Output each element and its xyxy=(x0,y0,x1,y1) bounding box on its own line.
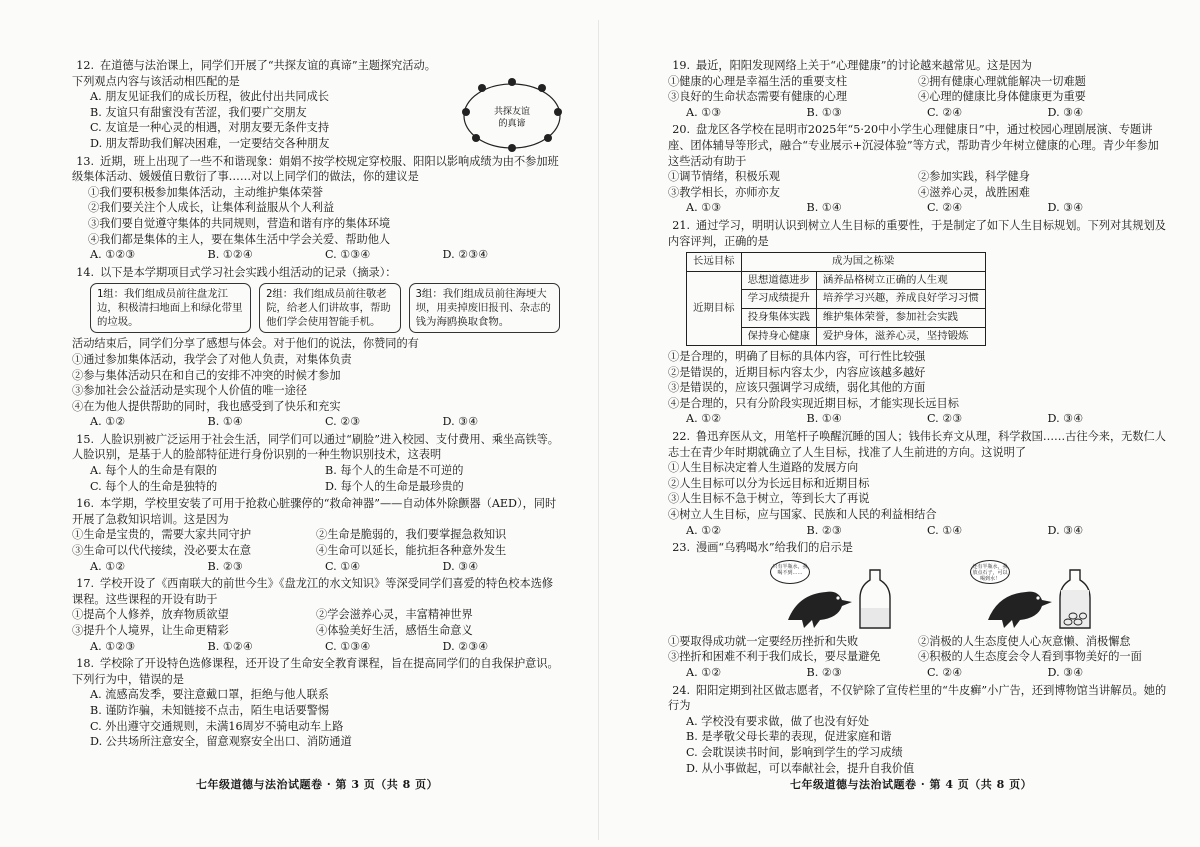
statements-row xyxy=(668,634,1168,650)
statement: ④生命可以延长，能抗拒各种意外发生 xyxy=(316,544,507,558)
question-21 xyxy=(668,218,1168,427)
option-b: B. ②③ xyxy=(207,559,243,573)
goal-detail: 培养学习兴趣，养成良好学习习惯 xyxy=(816,290,985,309)
question-number: 13. xyxy=(76,154,94,168)
option-a: A. 朋友见证我们的成长历程，彼此付出共同成长 xyxy=(90,90,329,104)
options-row xyxy=(72,247,560,263)
options-row xyxy=(72,414,560,430)
option-c: C. ②④ xyxy=(927,105,963,119)
statements-row xyxy=(668,185,1168,201)
option-c: C. 会耽误读书时间，影响到学生的学习成绩 xyxy=(686,745,903,759)
statement: ②人生目标可以分为长远目标和近期目标 xyxy=(668,476,870,490)
option-a: A. 流感高发季，要注意戴口罩，拒绝与他人联系 xyxy=(90,688,329,702)
cartoon-panel-1 xyxy=(768,560,908,632)
option-a: A. ①②③ xyxy=(90,639,136,653)
question-13 xyxy=(72,154,560,263)
option-b: B. ①④ xyxy=(207,415,243,429)
question-stem: 阳阳定期到社区做志愿者，不仅铲除了宣传栏里的“牛皮癣”小广告，还到博物馆当讲解员。她的行为 xyxy=(668,683,1167,713)
speech-bubble: 只有半瓶水，我喝不到…… xyxy=(770,560,810,584)
option-d: D. ②③④ xyxy=(442,248,489,262)
question-20 xyxy=(668,122,1168,216)
option-a: A. 学校没有要求做，做了也没有好处 xyxy=(686,714,870,728)
options-row xyxy=(72,463,560,479)
option-a: A. ①③ xyxy=(686,201,722,215)
option-c: C. 友谊是一种心灵的相遇，对朋友要无条件支持 xyxy=(90,121,330,135)
goal-detail: 涵养品格树立正确的人生观 xyxy=(816,271,985,290)
option-d: D. ③④ xyxy=(1047,412,1084,426)
option-c: C. ②④ xyxy=(927,666,963,679)
option-c: C. ②③ xyxy=(325,415,361,429)
option-d: D. 朋友帮助我们解决困难，一定要结交各种朋友 xyxy=(90,136,330,150)
question-24 xyxy=(668,683,1168,777)
long-term-goal: 成为国之栋梁 xyxy=(741,253,985,272)
options-row xyxy=(668,200,1168,216)
statement: ③生命可以代代接续，没必要太在意 xyxy=(72,544,252,558)
statement: ①要取得成功就一定要经历挫折和失败 xyxy=(668,634,859,648)
option-d: D. 从小事做起，可以奉献社会，提升自我价值 xyxy=(686,761,915,775)
option-c: C. 每个人的生命是独特的 xyxy=(90,479,218,493)
statement: ①通过参加集体活动，我学会了对他人负责，对集体负责 xyxy=(72,352,352,366)
question-number: 16. xyxy=(76,497,94,511)
statement: ②是错误的，近期目标内容太少，内容应该越多越好 xyxy=(668,365,926,379)
goal-category: 学习成绩提升 xyxy=(741,290,816,309)
statement: ④心理的健康比身体健康更为重要 xyxy=(918,90,1086,104)
goal-category: 保持身心健康 xyxy=(741,327,816,346)
statements-row xyxy=(668,74,1168,90)
fold-line xyxy=(598,20,599,840)
goal-category: 思想道德进步 xyxy=(741,271,816,290)
option-c: C. ②③ xyxy=(927,412,963,426)
question-number: 21. xyxy=(672,218,690,232)
option-b: B. ②③ xyxy=(806,666,842,679)
option-d: D. 公共场所注意安全，留意观察安全出口、消防通道 xyxy=(90,735,352,749)
question-16 xyxy=(72,496,560,574)
statement: ③良好的生命状态需要有健康的心理 xyxy=(668,90,848,104)
question-22 xyxy=(668,429,1168,538)
statement: ②生命是脆弱的，我们要掌握急救知识 xyxy=(316,528,507,542)
option-a: A. ①② xyxy=(686,523,722,537)
option-d: D. ③④ xyxy=(1047,523,1084,537)
option-b: B. ①④ xyxy=(806,412,842,426)
option-b: B. 友谊只有甜蜜没有苦涩，我们要广交朋友 xyxy=(90,105,307,119)
question-number: 17. xyxy=(76,577,94,591)
option-d: D. ③④ xyxy=(442,415,479,429)
statement: ①提高个人修养，放弃物质欲望 xyxy=(72,608,229,622)
options-row xyxy=(668,105,1168,121)
statement: ③我们要自觉遵守集体的共同规则，营造和谐有序的集体环境 xyxy=(88,216,391,230)
goal-detail: 维护集体荣誉，参加社会实践 xyxy=(816,308,985,327)
question-number: 14. xyxy=(76,265,94,279)
option-a: A. ①② xyxy=(686,666,722,679)
statement: ④是合理的，只有分阶段实现近期目标，才能实现长远目标 xyxy=(668,396,959,410)
question-14 xyxy=(72,265,560,430)
statement: ④树立人生目标，应与国家、民族和人民的利益相结合 xyxy=(668,508,937,522)
question-number: 12. xyxy=(76,59,94,72)
question-stem: 人脸识别被广泛运用于社会生活，同学们可以通过“刷脸”进入校园、支付费用、乘坐高铁等。人脸识别，是基于人的脸部特征进行身份识别的一种生物识别技术，这表明 xyxy=(72,432,559,462)
option-a: A. ①② xyxy=(686,412,722,426)
statement: ④滋养心灵，战胜困难 xyxy=(918,185,1030,199)
option-a: A. ①② xyxy=(90,559,126,573)
option-b: B. 谨防诈骗，未知链接不点击，陌生电话要警惕 xyxy=(90,703,330,717)
statement: ①调节情绪，积极乐观 xyxy=(668,170,780,184)
option-d: D. ③④ xyxy=(1047,201,1084,215)
group-2-box: 2组：我们组成员前往敬老院，给老人们讲故事，帮助他们学会使用智能手机。 xyxy=(259,283,401,333)
statement: ④积极的人生态度会令人看到事物美好的一面 xyxy=(918,650,1142,664)
option-d: D. ③④ xyxy=(1047,105,1084,119)
statements-row xyxy=(72,623,560,639)
option-a: A. ①②③ xyxy=(90,248,136,262)
option-a: A. 每个人的生命是有限的 xyxy=(90,464,218,478)
option-c: C. ①④ xyxy=(325,559,361,573)
option-c: C. ①④ xyxy=(927,523,963,537)
option-b: B. ②③ xyxy=(806,523,842,537)
goal-detail: 爱护身体，滋养心灵，坚持锻炼 xyxy=(816,327,985,346)
question-18 xyxy=(72,656,560,750)
page-3-footer: 七年级道德与法治试题卷 · 第 3 页（共 8 页） xyxy=(196,778,439,791)
option-c: C. 外出遵守交通规则，未满16周岁不骑电动车上路 xyxy=(90,719,344,733)
option-d: D. ③④ xyxy=(442,559,479,573)
options-row xyxy=(72,559,560,575)
question-number: 20. xyxy=(672,123,690,137)
near-term-label: 近期目标 xyxy=(687,271,742,345)
page-4 xyxy=(668,58,1168,776)
statement: ③是错误的，应该只强调学习成绩，弱化其他的方面 xyxy=(668,381,926,395)
question-number: 24. xyxy=(672,683,690,697)
question-stem: 在道德与法治课上，同学们开展了“共探友谊的真谛”主题探究活动。下列观点内容与该活动相匹配的是 xyxy=(72,59,436,88)
statement: ③人生目标不急于树立，等到长大了再说 xyxy=(668,492,870,506)
illustration-caption: 共探友谊 xyxy=(493,107,531,117)
question-stem: 最近，阳阳发现网络上关于“心理健康”的讨论越来越常见。这是因为 xyxy=(696,59,1032,72)
question-stem: 近期，班上出现了一些不和谐现象：娟娟不按学校规定穿校服、阳阳以影响成绩为由不参加班级集体活动、媛媛值日敷衍了事……对以上同学们的做法，你的建议是 xyxy=(72,154,559,184)
statement: ③挫折和困难不利于我们成长，要尽量避免 xyxy=(668,650,881,664)
option-b: B. 是孝敬父母长辈的表现，促进家庭和谐 xyxy=(686,730,892,744)
question-stem: 学校除了开设特色选修课程，还开设了生命安全教育课程，旨在提高同学们的自我保护意识。下列行为中，错误的是 xyxy=(72,657,559,686)
question-stem: 鲁迅弃医从文，用笔杆子唤醒沉睡的国人；钱伟长弃文从理，科学救国……古往今来，无数仁人志士在青少年时期就确立了人生目标，找准了人生前进的方向。这说明了 xyxy=(668,430,1166,459)
option-c: C. ①③④ xyxy=(325,639,371,653)
statement: ②我们要关注个人成长，让集体利益服从个人利益 xyxy=(88,201,335,215)
statement: ④体验美好生活，感悟生命意义 xyxy=(316,624,473,637)
statements-row xyxy=(668,89,1168,105)
life-goal-plan-table xyxy=(686,252,986,346)
statement: ①健康的心理是幸福生活的重要支柱 xyxy=(668,74,848,88)
statement: ③提升个人境界，让生命更精彩 xyxy=(72,624,229,637)
question-stem: 漫画“乌鸦喝水”给我们的启示是 xyxy=(696,541,853,555)
question-stem: 本学期，学校里安装了可用于抢救心脏骤停的“救命神器”——自动体外除颤器（AED），同时开展了急救知识培训。这是因为 xyxy=(72,497,557,526)
statement: ④在为他人提供帮助的同时，我也感受到了快乐和充实 xyxy=(72,399,341,413)
option-b: B. ①②④ xyxy=(207,248,253,262)
option-d: D. 每个人的生命是最珍贵的 xyxy=(325,479,464,493)
long-term-label: 长远目标 xyxy=(687,253,742,272)
question-number: 19. xyxy=(672,59,690,72)
cartoon-panel-2 xyxy=(968,560,1108,632)
option-b: B. ①②④ xyxy=(207,639,253,653)
statement: ③教学相长，亦师亦友 xyxy=(668,185,780,199)
question-stem: 盘龙区各学校在昆明市2025年“5·20中小学生心理健康日”中，通过校园心理剧展演、专题讲座、团体辅导等形式，融合“专业展示+沉浸体验”等方式，帮助青少年树立健康的心理。青少年参加这些活动有助于 xyxy=(668,123,1159,168)
illustration-caption-2: 的真谛 xyxy=(498,119,526,129)
question-19 xyxy=(668,58,1168,120)
page-3 xyxy=(72,58,560,750)
group-1-box: 1组：我们组成员前往盘龙江边，积极清扫地面上和绿化带里的垃圾。 xyxy=(90,283,251,333)
speech-bubble: 还有半瓶水，我放点石子，可以喝到水！ xyxy=(970,560,1010,584)
statement: ①我们要积极参加集体活动，主动维护集体荣誉 xyxy=(88,185,323,199)
statements-row xyxy=(72,527,560,543)
option-a: A. ①③ xyxy=(686,105,722,119)
statements-row xyxy=(72,543,560,559)
option-d: D. ②③④ xyxy=(442,639,489,653)
statement: ①是合理的，明确了目标的具体内容，可行性比较强 xyxy=(668,350,926,364)
crow-drinking-cartoons xyxy=(768,560,1168,632)
option-b: B. ①④ xyxy=(806,201,842,215)
options-row xyxy=(668,665,1168,681)
question-23 xyxy=(668,540,1168,680)
question-12 xyxy=(72,58,560,152)
question-number: 18. xyxy=(76,657,94,671)
statement: ②参加实践，科学健身 xyxy=(918,170,1030,184)
option-c: C. ①③④ xyxy=(325,248,371,262)
option-b: B. ①③ xyxy=(806,105,842,119)
statement: ①生命是宝贵的，需要大家共同守护 xyxy=(72,528,252,542)
statement: ④我们都是集体的主人，要在集体生活中学会关爱、帮助他人 xyxy=(88,232,391,246)
question-followup: 活动结束后，同学们分享了感想与体会。对于他们的说法，你赞同的有 xyxy=(72,337,419,351)
statements-row xyxy=(668,169,1168,185)
option-d: D. ③④ xyxy=(1047,666,1084,679)
activity-record-boxes xyxy=(90,283,560,333)
options-row xyxy=(668,523,1168,539)
statement: ②参与集体活动只在和自己的安排不冲突的时候才参加 xyxy=(72,368,341,382)
option-a: A. ①② xyxy=(90,415,126,429)
question-17 xyxy=(72,576,560,654)
statement: ②消极的人生态度使人心灰意懒、消极懈怠 xyxy=(918,634,1131,648)
statements-row xyxy=(72,607,560,623)
statement: ②学会滋养心灵，丰富精神世界 xyxy=(316,608,473,622)
friendship-circle-illustration xyxy=(458,76,566,154)
question-number: 22. xyxy=(672,430,690,444)
goal-category: 投身集体实践 xyxy=(741,308,816,327)
options-row xyxy=(72,639,560,655)
option-b: B. 每个人的生命是不可逆的 xyxy=(325,464,464,478)
question-15 xyxy=(72,432,560,494)
page-4-footer: 七年级道德与法治试题卷 · 第 4 页（共 8 页） xyxy=(790,778,1033,791)
question-number: 23. xyxy=(672,541,690,555)
question-stem: 学校开设了《西南联大的前世今生》《盘龙江的水文知识》等深受同学们喜爱的特色校本选修课程。这些课程的开设有助于 xyxy=(72,577,554,606)
option-c: C. ②④ xyxy=(927,201,963,215)
statement: ②拥有健康心理就能解决一切难题 xyxy=(918,74,1086,88)
statement: ③参加社会公益活动是实现个人价值的唯一途径 xyxy=(72,384,307,398)
options-row xyxy=(668,411,1168,427)
group-3-box: 3组：我们组成员前往海埂大坝，用卖掉废旧报刊、杂志的钱为海鸥换取食物。 xyxy=(409,283,560,333)
statements-row xyxy=(668,649,1168,665)
statement: ①人生目标决定着人生道路的发展方向 xyxy=(668,461,859,475)
options-row xyxy=(72,479,560,495)
question-stem: 以下是本学期项目式学习社会实践小组活动的记录（摘录）： xyxy=(100,265,397,279)
question-number: 15. xyxy=(76,432,94,446)
question-stem: 通过学习，明明认识到树立人生目标的重要性，于是制定了如下人生目标规划。下列对其规划及内容评判，正确的是 xyxy=(668,218,1166,248)
